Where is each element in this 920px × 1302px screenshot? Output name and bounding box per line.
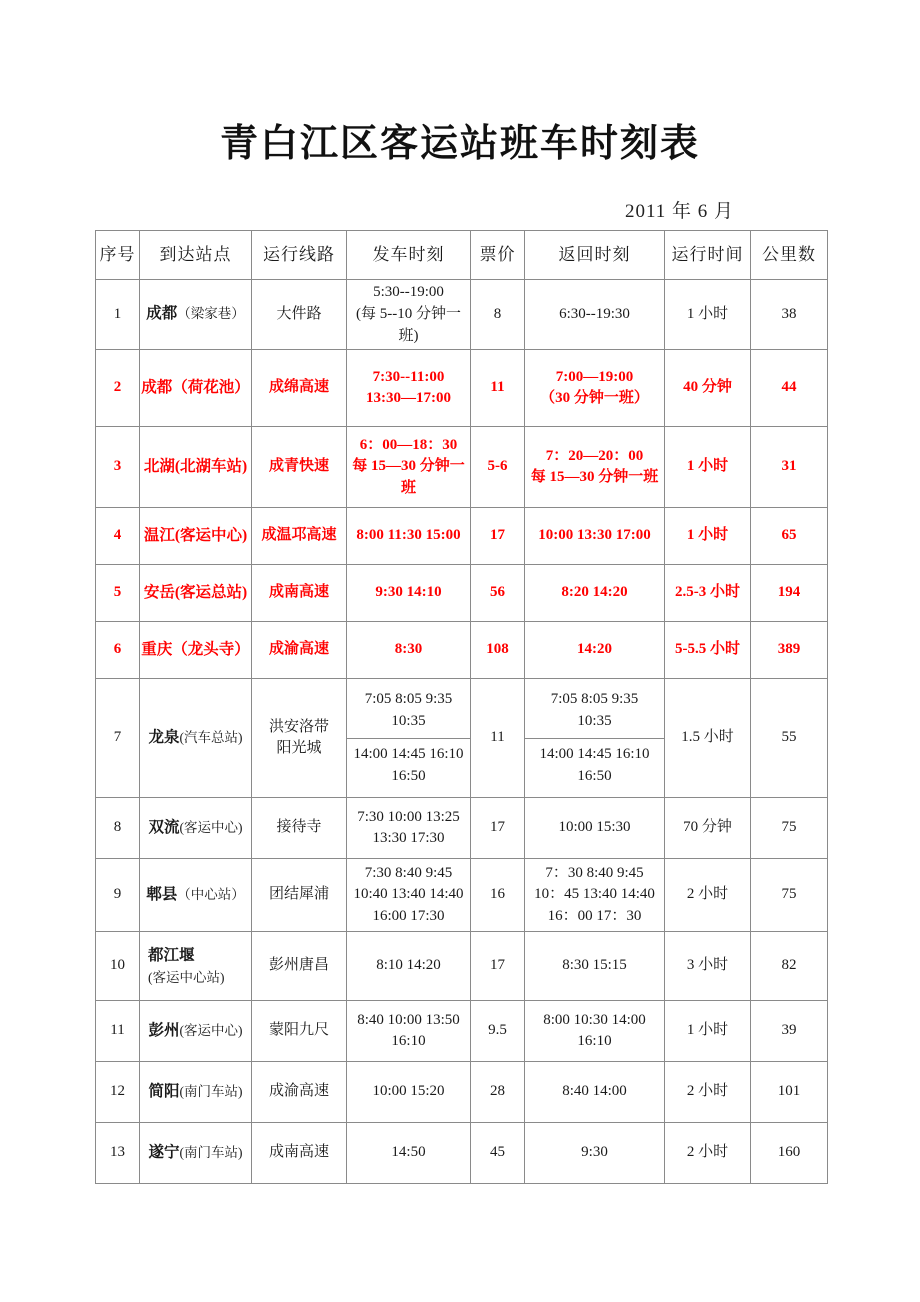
header-cell-route: 运行线路: [252, 231, 347, 280]
cell-return: 9:30: [525, 1123, 665, 1184]
departure-line: 16:10: [391, 1033, 426, 1050]
cell-duration: 5-5.5 小时: [665, 622, 751, 679]
return-group-afternoon: [525, 739, 664, 793]
cell-route: 成青快速: [252, 427, 347, 508]
cell-destination: [140, 280, 252, 350]
destination-station: （梁家巷）: [177, 306, 245, 322]
cell-distance: 101: [751, 1062, 828, 1123]
cell-fare: 5-6: [471, 427, 525, 508]
document-date: 2011 年 6 月: [624, 201, 734, 222]
cell-no: 1: [96, 280, 140, 350]
destination-station: (客运中心站): [148, 969, 225, 985]
cell-return: [525, 859, 665, 932]
departure-line: 7:30 10:00 13:25: [357, 808, 460, 825]
table-row: [96, 280, 828, 350]
destination-name: 温江(客运中心): [143, 526, 248, 544]
table-row: [96, 932, 828, 1001]
cell-destination: [140, 508, 252, 565]
cell-no: 3: [96, 427, 140, 508]
cell-no: 6: [96, 622, 140, 679]
return-line: 8:00 10:30 14:00: [543, 1011, 646, 1028]
destination-station: (客运中心): [179, 819, 243, 835]
cell-route: 接待寺: [252, 798, 347, 859]
cell-route: 成南高速: [252, 1123, 347, 1184]
cell-distance: 75: [751, 859, 828, 932]
cell-no: 11: [96, 1001, 140, 1062]
return-line: 10:35: [577, 713, 612, 729]
header-cell-return: 返回时刻: [525, 231, 665, 280]
cell-distance: 44: [751, 350, 828, 427]
cell-departure: 14:50: [347, 1123, 471, 1184]
cell-no: 12: [96, 1062, 140, 1123]
return-line: 每 15—30 分钟一班: [530, 469, 659, 486]
cell-departure: 8:00 11:30 15:00: [347, 508, 471, 565]
destination-station: (南门车站): [179, 1144, 243, 1160]
cell-duration: 1.5 小时: [665, 679, 751, 798]
cell-route: 成渝高速: [252, 1062, 347, 1123]
cell-return: [525, 1001, 665, 1062]
departure-line: 7:30--11:00: [372, 368, 445, 385]
cell-departure: 8:10 14:20: [347, 932, 471, 1001]
cell-destination: [140, 350, 252, 427]
cell-distance: 65: [751, 508, 828, 565]
departure-group-afternoon: [347, 739, 470, 793]
destination-name: 龙泉: [148, 728, 180, 746]
departure-line: 每 15—30 分钟一班: [352, 458, 465, 497]
cell-fare: 16: [471, 859, 525, 932]
cell-route: 团结犀浦: [252, 859, 347, 932]
return-line: （30 分钟一班）: [540, 390, 649, 407]
cell-no: 13: [96, 1123, 140, 1184]
table-row: [96, 427, 828, 508]
cell-return: 10:00 13:30 17:00: [525, 508, 665, 565]
cell-destination: [140, 932, 252, 1001]
departure-line: 14:00 14:45 16:10: [353, 745, 464, 762]
departure-line: 7:30 8:40 9:45: [364, 864, 453, 881]
table-row: [96, 350, 828, 427]
return-line: 7:00—19:00: [555, 368, 634, 385]
cell-departure: [347, 859, 471, 932]
cell-fare: 17: [471, 798, 525, 859]
destination-stack: [141, 945, 250, 987]
cell-duration: 70 分钟: [665, 798, 751, 859]
cell-no: 2: [96, 350, 140, 427]
cell-fare: 8: [471, 280, 525, 350]
cell-return: [525, 280, 665, 350]
cell-departure: [347, 427, 471, 508]
cell-destination: [140, 1062, 252, 1123]
return-line: 16:10: [577, 1033, 612, 1050]
cell-destination: [140, 622, 252, 679]
cell-duration: 1 小时: [665, 1001, 751, 1062]
cell-route: 成温邛高速: [252, 508, 347, 565]
table-row: [96, 798, 828, 859]
return-line: 6:30--19:30: [559, 305, 630, 322]
cell-departure: [347, 350, 471, 427]
cell-return: 8:40 14:00: [525, 1062, 665, 1123]
return-line: 7:05 8:05 9:35: [550, 691, 639, 708]
table-row: [96, 508, 828, 565]
destination-name: 都江堰: [148, 947, 195, 965]
departure-line: 10:40 13:40 14:40: [353, 886, 464, 903]
cell-no: 9: [96, 859, 140, 932]
cell-duration: 1 小时: [665, 427, 751, 508]
cell-departure: 10:00 15:20: [347, 1062, 471, 1123]
cell-no: 4: [96, 508, 140, 565]
cell-fare: 9.5: [471, 1001, 525, 1062]
cell-duration: 2 小时: [665, 859, 751, 932]
cell-destination: [140, 565, 252, 622]
cell-fare: 11: [471, 350, 525, 427]
destination-station: （中心站）: [177, 886, 245, 902]
table-row: [96, 679, 828, 798]
cell-return: [525, 427, 665, 508]
cell-distance: 55: [751, 679, 828, 798]
cell-distance: 194: [751, 565, 828, 622]
departure-line: 5:30--19:00: [373, 284, 444, 300]
cell-destination: [140, 798, 252, 859]
cell-duration: 2 小时: [665, 1062, 751, 1123]
cell-destination: [140, 1123, 252, 1184]
return-line: 10:00 15:30: [558, 819, 631, 836]
cell-return: 8:20 14:20: [525, 565, 665, 622]
cell-destination: [140, 1001, 252, 1062]
destination-name: 双流: [148, 818, 180, 836]
cell-return: [525, 798, 665, 859]
table-row: [96, 1123, 828, 1184]
table-row: [96, 1062, 828, 1123]
departure-line: 16:00 17:30: [372, 908, 445, 925]
header-cell-destination: 到达站点: [140, 231, 252, 280]
cell-distance: 31: [751, 427, 828, 508]
destination-name: 简阳: [148, 1082, 180, 1100]
departure-line: 7:05 8:05 9:35: [364, 691, 453, 708]
destination-name: 重庆（龙头寺）: [141, 640, 250, 658]
cell-fare: 17: [471, 932, 525, 1001]
return-line: 16：00 17：30: [547, 908, 642, 925]
departure-line: 13:30 17:30: [372, 830, 445, 847]
cell-duration: 3 小时: [665, 932, 751, 1001]
cell-destination: [140, 679, 252, 798]
destination-name: 遂宁: [148, 1143, 180, 1161]
cell-distance: 389: [751, 622, 828, 679]
header-cell-departure: 发车时刻: [347, 231, 471, 280]
cell-departure: 9:30 14:10: [347, 565, 471, 622]
route-line: 阳光城: [276, 740, 322, 757]
cell-no: 5: [96, 565, 140, 622]
cell-distance: 82: [751, 932, 828, 1001]
cell-fare: 28: [471, 1062, 525, 1123]
cell-duration: 2 小时: [665, 1123, 751, 1184]
destination-name: 北湖(北湖车站): [143, 457, 248, 475]
cell-route: 成南高速: [252, 565, 347, 622]
cell-return: [525, 679, 665, 798]
departure-line: 10:35: [391, 713, 426, 729]
cell-return: 14:20: [525, 622, 665, 679]
cell-return: [525, 350, 665, 427]
table-row: [96, 1001, 828, 1062]
return-line: 7：30 8:40 9:45: [545, 864, 644, 881]
cell-departure: 8:30: [347, 622, 471, 679]
return-group-morning: [525, 684, 664, 739]
return-line: 10：45 13:40 14:40: [534, 886, 655, 903]
destination-station: (客运中心): [179, 1022, 243, 1038]
departure-line: 13:30—17:00: [366, 390, 451, 407]
cell-destination: [140, 427, 252, 508]
cell-route: 大件路: [252, 280, 347, 350]
destination-name: 成都: [146, 305, 178, 323]
cell-fare: 56: [471, 565, 525, 622]
return-line: 16:50: [577, 767, 612, 784]
cell-route: 成渝高速: [252, 622, 347, 679]
destination-name: 彭州: [148, 1021, 180, 1039]
destination-name: 成都（荷花池）: [141, 378, 250, 396]
header-cell-distance: 公里数: [751, 231, 828, 280]
cell-distance: 38: [751, 280, 828, 350]
header-cell-duration: 运行时间: [665, 231, 751, 280]
destination-station: (南门车站): [179, 1083, 243, 1099]
cell-duration: 40 分钟: [665, 350, 751, 427]
cell-no: 8: [96, 798, 140, 859]
cell-departure: [347, 679, 471, 798]
cell-distance: 160: [751, 1123, 828, 1184]
header-cell-no: 序号: [96, 231, 140, 280]
cell-duration: 2.5-3 小时: [665, 565, 751, 622]
table-header-row: [96, 231, 828, 280]
cell-fare: 108: [471, 622, 525, 679]
cell-duration: 1 小时: [665, 508, 751, 565]
departure-group-morning: [347, 684, 470, 739]
cell-duration: 1 小时: [665, 280, 751, 350]
cell-departure: [347, 280, 471, 350]
cell-no: 7: [96, 679, 140, 798]
cell-return: 8:30 15:15: [525, 932, 665, 1001]
cell-destination: [140, 859, 252, 932]
return-line: 14:00 14:45 16:10: [539, 745, 650, 762]
departure-line: 16:50: [391, 767, 426, 784]
table-row: [96, 565, 828, 622]
departure-line: 8:40 10:00 13:50: [357, 1011, 460, 1028]
cell-fare: 17: [471, 508, 525, 565]
table-row: [96, 622, 828, 679]
cell-fare: 11: [471, 679, 525, 798]
cell-departure: [347, 798, 471, 859]
destination-station: (汽车总站): [179, 729, 243, 745]
departure-line: 6：00—18：30: [359, 436, 458, 453]
cell-distance: 39: [751, 1001, 828, 1062]
cell-route: 成绵高速: [252, 350, 347, 427]
header-cell-fare: 票价: [471, 231, 525, 280]
table-row: [96, 859, 828, 932]
return-line: 7：20—20：00: [545, 447, 644, 464]
destination-name: 郫县: [146, 885, 178, 903]
bus-schedule-table: [95, 230, 828, 1184]
page-title: 青白江区客运站班车时刻表: [219, 123, 700, 165]
cell-route: 彭州唐昌: [252, 932, 347, 1001]
cell-route: 蒙阳九尺: [252, 1001, 347, 1062]
departure-line: (每 5--10 分钟一班): [356, 305, 461, 344]
route-line: 洪安洛带: [268, 718, 329, 735]
destination-name: 安岳(客运总站): [143, 583, 248, 601]
cell-departure: [347, 1001, 471, 1062]
cell-route: [252, 679, 347, 798]
cell-no: 10: [96, 932, 140, 1001]
cell-fare: 45: [471, 1123, 525, 1184]
cell-distance: 75: [751, 798, 828, 859]
